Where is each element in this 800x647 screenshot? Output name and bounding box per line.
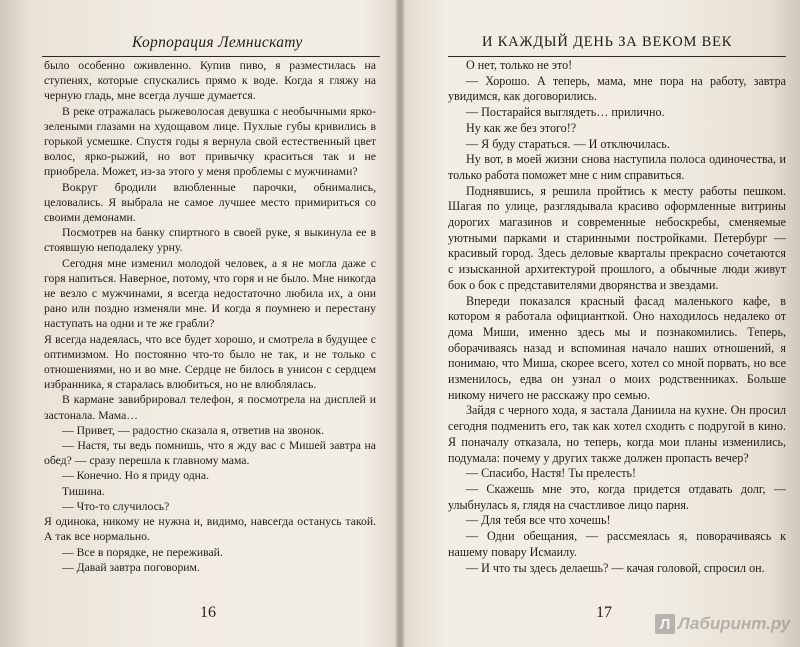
left-paragraph: Я одинока, никому не нужна и, видимо, навсегда останусь такой. А так все нормально. [44, 515, 376, 544]
right-page-text [448, 58, 786, 576]
left-paragraph: Посмотрев на банку спиртного в своей руке, я выкинула ее в стоявшую неподалеку урну. [44, 226, 376, 255]
right-paragraph: Впереди показался красный фасад маленького кафе, в котором я работала официанткой. Оно находилось недалеко от дома Миши, именно здесь мы и познакомились. Теперь, оборачиваясь назад и вспоминая начало наших отношений, я понимаю, что Миша, скорее всего, хотел со мной порвать, но все изменилось, едва он узнал о моих родственниках. Больше никому ничего не расскажу про семью. [448, 293, 786, 402]
right-page-number: 17 [596, 604, 612, 621]
site-watermark [655, 614, 790, 634]
left-paragraph: — Привет, — радостно сказала я, ответив на звонок. [62, 423, 325, 437]
left-page-number: 16 [200, 604, 216, 621]
left-paragraph: — Конечно. Но я приду одна. [62, 469, 210, 483]
right-paragraph: Зайдя с черного хода, я застала Даниила на кухне. Он просил сегодня подменить его, так как хотел сходить с подругой в кино. Я поначалу отказала, но теперь, когда мои планы изменились, подумала: почему у других также должен пропасть вечер? [448, 403, 786, 465]
right-header-rule [448, 56, 786, 57]
right-running-head: И КАЖДЫЙ ДЕНЬ ЗА ВЕКОМ ВЕК [482, 34, 733, 50]
left-running-head: Корпорация Лемнискату [132, 34, 303, 51]
right-paragraph: Ну вот, в моей жизни снова наступила полоса одиночества, и только работа поможет мне с ним справиться. [448, 152, 786, 182]
right-paragraph: — Хорошо. А теперь, мама, мне пора на работу, завтра увидимся, как договорились. [448, 73, 786, 104]
left-paragraph: Я всегда надеялась, что все будет хорошо, и смотрела в будущее с оптимизмом. Но постоянно что-то было не так, и не только с отношениями, но и во мне. Сердце не билось в унисон с сердцем избранника, я старалась влюбиться, но не влюблялась. [44, 332, 376, 392]
right-paragraph: — Одни обещания, — рассмеялась я, поворачиваясь к нашему повару Исмаилу. [448, 529, 786, 559]
left-page-text [44, 58, 376, 575]
right-paragraph: Ну как же без этого!? [466, 120, 577, 135]
left-paragraph: — Настя, ты ведь помнишь, что я жду вас с Мишей завтра на обед? — сразу перешла к главному мама. [44, 439, 376, 468]
left-paragraph: В кармане завибрировал телефон, я посмотрела на дисплей и застонала. Мама… [44, 393, 376, 422]
watermark-text: Лабиринт.ру [678, 614, 791, 633]
right-paragraph: О нет, только не это! [466, 58, 573, 72]
left-paragraph: — Что-то случилось? [62, 499, 170, 513]
left-paragraph: — Все в порядке, не переживай. [62, 545, 223, 559]
right-paragraph: — Скажешь мне это, когда придется отдавать долг, — улыбнулась я, глядя на счастливое лицо парня. [448, 481, 786, 512]
right-paragraph: — Я буду стараться. — И отключилась. [466, 136, 670, 151]
left-header-rule [42, 56, 380, 57]
left-paragraph: Сегодня мне изменил молодой человек, а я не могла даже с горя напиться. Наверное, потому, что горя и не было. Мне никогда не везло с мужчинами, я всегда недостаточно любила их, а они рано или поздно изменяли мне. И когда я поумнею и перестану наступать на одни и те же грабли? [44, 256, 376, 331]
right-paragraph: — Спасибо, Настя! Ты прелесть! [466, 466, 637, 481]
left-paragraph: — Давай завтра поговорим. [62, 560, 200, 574]
right-paragraph: — Постарайся выглядеть… прилично. [466, 105, 665, 120]
watermark-logo-icon: Л [655, 614, 675, 634]
left-paragraph: Вокруг бродили влюбленные парочки, обнимались, целовались. Я выбрала не самое лучшее место примириться со своими демонами. [44, 180, 376, 225]
left-paragraph: В реке отражалась рыжеволосая девушка с необычными ярко-зелеными глазами на худощавом лице. Пухлые губы кривились в горькой усмешке. Спустя годы я вернула свой естественный цвет волос, ярко-рыжий, но вот привычку краситься так и не приобрела. Может, из-за этого у меня проблемы с мужчинами? [44, 104, 376, 179]
right-paragraph: — Для тебя все что хочешь! [466, 513, 611, 528]
right-paragraph: — И что ты здесь делаешь? — качая головой, спросил он. [466, 560, 765, 575]
left-paragraph: Тишина. [62, 484, 105, 498]
right-page [400, 0, 800, 647]
left-paragraph: было особенно оживленно. Купив пиво, я разместилась на ступенях, которые спускались прямо к воде. Когда я гляжу на черную гладь, мне всегда лучше думается. [44, 59, 376, 103]
right-paragraph: Поднявшись, я решила пройтись к месту работы пешком. Шагая по улице, разглядывала красиво оформленные витрины дорогих магазинов и современные небоскребы, сменяемые уютными парками и старинными постройками. Петербург — красивый город. Здесь деловые кварталы прекрасно сочетаются с изысканной архитектурой прошлого, а обычные люди живут бок о бок с представителями дворянства и звездами. [448, 183, 786, 292]
